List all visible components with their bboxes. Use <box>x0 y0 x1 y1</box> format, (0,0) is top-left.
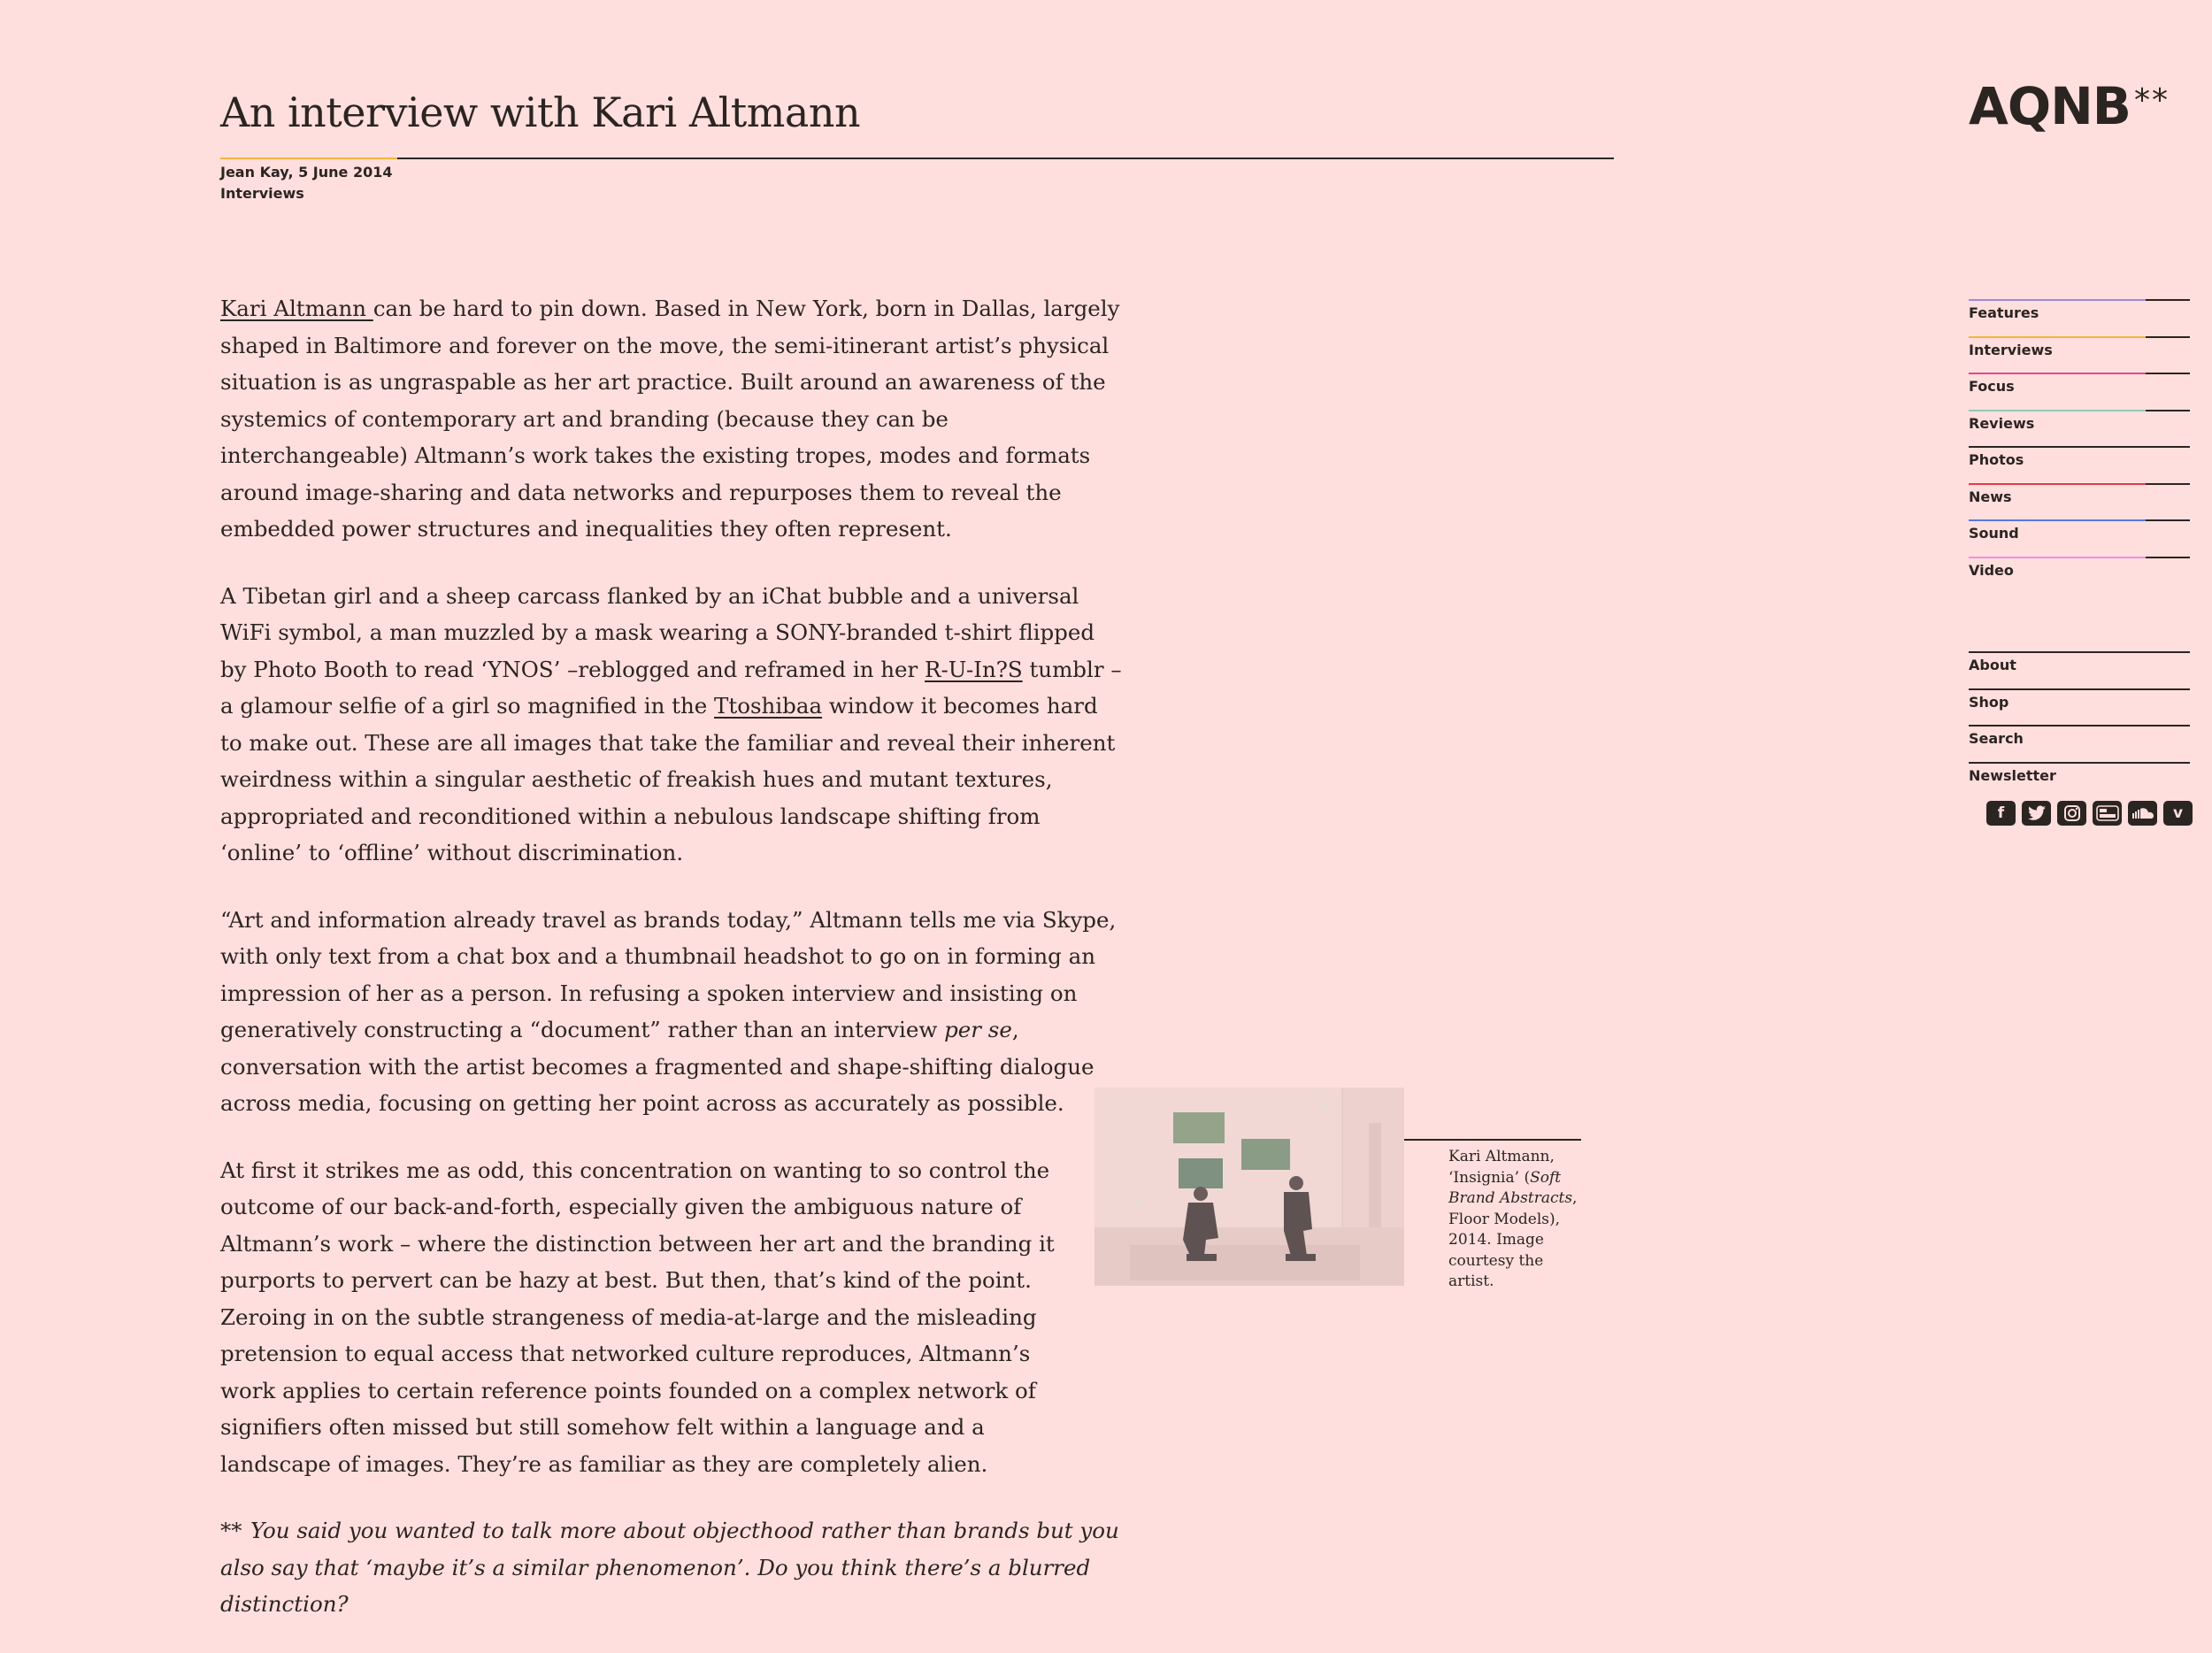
nav-color-line <box>1969 446 2146 448</box>
nav-label: News <box>1969 488 2012 505</box>
instagram-icon[interactable] <box>2057 801 2086 826</box>
soundcloud-icon[interactable] <box>2128 801 2157 826</box>
nav-item-search[interactable] <box>1969 725 2190 762</box>
twitter-icon[interactable] <box>2022 801 2051 826</box>
facebook-icon[interactable] <box>1986 801 2016 826</box>
nav-color-line <box>1969 725 2146 727</box>
nav-rule <box>2146 299 2190 301</box>
title-rule <box>220 158 1614 159</box>
article-body <box>220 290 1123 1653</box>
paragraph-3-emphasis: per se <box>944 1017 1012 1042</box>
nav-rule <box>2146 373 2190 374</box>
question-marker: ** <box>220 1518 242 1543</box>
nav-color-line <box>1969 336 2146 338</box>
nav-label: Interviews <box>1969 341 2053 358</box>
nav-label: Features <box>1969 304 2039 321</box>
logo-text: AQNB <box>1969 76 2131 136</box>
article-meta <box>220 162 393 204</box>
nav-item-video[interactable] <box>1969 557 2190 594</box>
nav-label: Shop <box>1969 693 2009 711</box>
secondary-nav <box>1969 651 2190 798</box>
paragraph-3-text-a: “Art and information already travel as brands today,” Altmann tells me via Skype, with only text from a chat box and a thumbnail headshot to go on in forming an impression of her as a person. In refusing a spoken interview and insisting on generatively constructing a “document” rather than an interview <box>220 906 1117 1042</box>
question-text: You said you wanted to talk more about objecthood rather than brands but you also say that ‘maybe it’s a similar phenomenon’. Do you think there’s a blurred distinction? <box>220 1518 1119 1617</box>
facebook-glyph: f <box>1997 804 2005 822</box>
nav-rule <box>2146 446 2190 448</box>
nav-label: About <box>1969 657 2016 673</box>
vimeo-glyph: v <box>2172 804 2184 822</box>
main-nav <box>1969 299 2190 593</box>
paragraph-2-text-a: A Tibetan girl and a sheep carcass flanked by an iChat bubble and a universal WiFi symbol, a man muzzled by a mask wearing a SONY-branded t-shirt flipped by Photo Booth to read ‘YNOS’ –reblogged and reframed in her <box>220 582 1095 682</box>
nav-color-line <box>1969 373 2146 374</box>
vimeo-icon[interactable] <box>2163 801 2193 826</box>
caption-text-a: Kari Altmann, ‘Insignia’ ( <box>1448 1148 1555 1187</box>
paragraph-3-text-b: , conversation with the artist becomes a fragmented and shape-shifting dialogue across media, focusing on getting her point across as accurately as possible. <box>220 1017 1094 1116</box>
nav-item-news[interactable] <box>1969 483 2190 520</box>
nav-item-interviews[interactable] <box>1969 336 2190 373</box>
nav-label: Photos <box>1969 451 2024 468</box>
nav-label: Newsletter <box>1969 766 2056 784</box>
nav-item-features[interactable] <box>1969 299 2190 336</box>
caption-emphasis: Soft Brand Abstracts <box>1448 1168 1573 1207</box>
nav-color-line <box>1969 762 2146 764</box>
nav-label: Video <box>1969 561 2014 579</box>
paragraph-2 <box>220 578 1123 872</box>
nav-color-line <box>1969 519 2146 521</box>
artwork-image[interactable] <box>1094 1088 1404 1286</box>
site-logo[interactable] <box>1969 78 2170 135</box>
nav-item-sound[interactable] <box>1969 519 2190 557</box>
page-title: An interview with Kari Altmann <box>220 88 861 136</box>
interview-question <box>220 1512 1123 1623</box>
nav-color-line <box>1969 557 2146 558</box>
nav-rule <box>2146 557 2190 558</box>
social-links <box>1986 801 2193 826</box>
nav-label: Reviews <box>1969 414 2035 432</box>
nav-color-line <box>1969 483 2146 485</box>
nav-item-photos[interactable] <box>1969 446 2190 483</box>
nav-label: Sound <box>1969 525 2019 542</box>
image-caption <box>1448 1147 1590 1293</box>
nav-rule <box>2146 410 2190 411</box>
nav-color-line <box>1969 410 2146 411</box>
youtube-icon[interactable] <box>2093 801 2122 826</box>
gallery-photo <box>1094 1088 1404 1286</box>
caption-text-b: , Floor Models), 2014. Image courtesy the artist. <box>1448 1189 1578 1290</box>
paragraph-1 <box>220 290 1123 548</box>
nav-rule <box>2146 688 2190 690</box>
category-link[interactable]: Interviews <box>220 185 304 202</box>
nav-item-about[interactable] <box>1969 651 2190 688</box>
nav-item-reviews[interactable] <box>1969 410 2190 447</box>
ruins-link[interactable]: R-U-In?S <box>925 656 1023 682</box>
caption-rule <box>1404 1139 1581 1141</box>
nav-item-newsletter[interactable] <box>1969 762 2190 799</box>
title-rule-accent <box>220 158 397 159</box>
nav-rule <box>2146 483 2190 485</box>
nav-rule <box>2146 519 2190 521</box>
paragraph-1-text: can be hard to pin down. Based in New York, born in Dallas, largely shaped in Baltimore and forever on the move, the semi-itinerant artist’s physical situation is as ungraspable as her art practice. Built around an awareness of the systemics of contemporary art and branding (because they can be interchangeable) Altmann’s work takes the existing tropes, modes and formats around image-sharing and data networks and repurposes them to reveal the embedded power structures and inequalities they often represent. <box>220 296 1120 542</box>
nav-label: Search <box>1969 730 2024 747</box>
nav-item-focus[interactable] <box>1969 373 2190 410</box>
nav-label: Focus <box>1969 378 2015 395</box>
logo-stars: ** <box>2133 82 2170 119</box>
paragraph-4: At first it strikes me as odd, this concentration on wanting to so control the outcome of our back-and-forth, especially given the ambiguous nature of Altmann’s work – where the distinction between her art and the branding it purports to pervert can be hazy at best. But then, that’s kind of the point. Zeroing in on the subtle strangeness of media-at-large and the misleading pretension to equal access that networked culture reproduces, Altmann’s work applies to certain reference points founded on a complex network of signifiers often missed but still somehow felt within a language and a landscape of images. They’re as familiar as they are completely alien. <box>220 1157 1055 1477</box>
nav-color-line <box>1969 688 2146 690</box>
nav-color-line <box>1969 651 2146 653</box>
nav-item-shop[interactable] <box>1969 688 2190 726</box>
ttoshibaa-link[interactable]: Ttoshibaa <box>714 693 823 719</box>
paragraph-3 <box>220 902 1123 1122</box>
nav-rule <box>2146 725 2190 727</box>
paragraph-2-text-b: tumblr –a glamour selfie of a girl so magnified in the <box>220 656 1122 719</box>
byline[interactable]: Jean Kay, 5 June 2014 <box>220 164 393 181</box>
nav-color-line <box>1969 299 2146 301</box>
nav-rule <box>2146 336 2190 338</box>
paragraph-2-text-c: window it becomes hard to make out. These are all images that take the familiar and reveal their inherent weirdness within a singular aesthetic of freakish hues and mutant textures, appropriated and reconditioned within a nebulous landscape shifting from ‘online’ to ‘offline’ without discrimination. <box>220 693 1116 865</box>
nav-rule <box>2146 762 2190 764</box>
nav-rule <box>2146 651 2190 653</box>
artist-link[interactable]: Kari Altmann <box>220 296 373 321</box>
